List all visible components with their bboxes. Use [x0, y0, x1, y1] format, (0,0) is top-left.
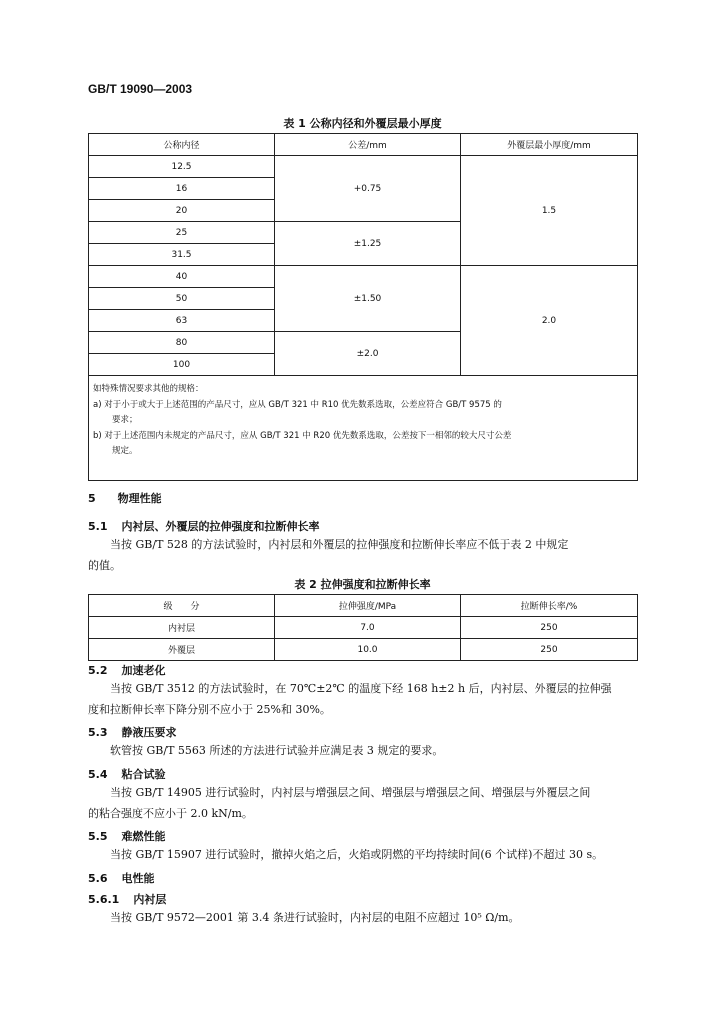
table2-cell: 7.0 — [275, 617, 461, 639]
section-5-1-heading — [88, 518, 320, 534]
section-title: 加速老化 — [121, 664, 166, 677]
tolerance-cell: +0.75 — [275, 156, 461, 222]
section-5-6-1-heading — [88, 891, 166, 907]
diameter-cell: 25 — [89, 222, 275, 244]
section-5-6-heading — [88, 870, 155, 886]
tolerance-cell: ±2.0 — [275, 332, 461, 376]
section-number: 5.6 — [88, 872, 108, 885]
section-5-4-heading — [88, 766, 166, 782]
diameter-cell: 50 — [89, 288, 275, 310]
diameter-cell: 20 — [89, 200, 275, 222]
section-5-heading — [88, 490, 162, 506]
diameter-cell: 63 — [89, 310, 275, 332]
standard-code: GB/T 19090—2003 — [88, 82, 193, 96]
section-title: 难燃性能 — [121, 830, 166, 843]
table2-title: 表 2 拉伸强度和拉断伸长率 — [294, 578, 431, 591]
table2-header-strength: 拉伸强度/MPa — [275, 595, 461, 617]
table1-header-thickness: 外覆层最小厚度/mm — [461, 134, 638, 156]
section-number: 5.5 — [88, 830, 108, 843]
tolerance-cell: ±1.25 — [275, 222, 461, 266]
thickness-cell: 2.0 — [461, 266, 638, 376]
note-b: b) 对于上述范围内未规定的产品尺寸，应从 GB/T 321 中 R20 优先数系选取，公差按下一相邻的较大尺寸公差 — [93, 430, 512, 441]
table2 — [88, 594, 638, 661]
section-5-1-text-2: 的值。 — [88, 559, 121, 572]
section-number: 5 — [88, 492, 96, 505]
table2-cell: 250 — [461, 617, 638, 639]
section-number: 5.4 — [88, 768, 108, 781]
section-5-2-text-1: 当按 GB/T 3512 的方法试验时，在 70℃±2℃ 的温度下经 168 h±2 h 后，内衬层、外覆层的拉伸强 — [110, 682, 612, 695]
section-title: 物理性能 — [117, 492, 162, 505]
note-intro: 如特殊情况要求其他的规格： — [93, 384, 204, 394]
section-number: 5.1 — [88, 520, 108, 533]
section-title: 内衬层、外覆层的拉伸强度和拉断伸长率 — [121, 520, 320, 533]
section-number: 5.6.1 — [88, 893, 120, 906]
section-5-5-text-1: 当按 GB/T 15907 进行试验时，撤掉火焰之后，火焰或阴燃的平均持续时间(6 个试样)不超过 30 s。 — [110, 848, 604, 861]
diameter-cell: 40 — [89, 266, 275, 288]
diameter-cell: 80 — [89, 332, 275, 354]
note-b-cont: 规定。 — [112, 446, 138, 456]
section-5-3-heading — [88, 724, 177, 740]
diameter-cell: 100 — [89, 354, 275, 376]
section-number: 5.2 — [88, 664, 108, 677]
section-5-1-text-1: 当按 GB/T 528 的方法试验时，内衬层和外覆层的拉伸强度和拉断伸长率应不低于表 2 中规定 — [110, 538, 569, 551]
section-5-3-text-1: 软管按 GB/T 5563 所述的方法进行试验并应满足表 3 规定的要求。 — [110, 744, 444, 757]
table1-header-tolerance: 公差/mm — [275, 134, 461, 156]
diameter-cell: 16 — [89, 178, 275, 200]
section-5-4-text-1: 当按 GB/T 14905 进行试验时，内衬层与增强层之间、增强层与增强层之间、增强层与外覆层之间 — [110, 786, 591, 799]
table2-cell: 10.0 — [275, 639, 461, 661]
table1-notes — [89, 376, 638, 481]
section-5-6-1-text-1: 当按 GB/T 9572—2001 第 3.4 条进行试验时，内衬层的电阻不应超过 10⁵ Ω/m。 — [110, 911, 520, 924]
section-title: 粘合试验 — [121, 768, 166, 781]
section-5-5-heading — [88, 828, 166, 844]
section-title: 电性能 — [121, 872, 155, 885]
table2-cell: 外覆层 — [89, 639, 275, 661]
table1-title: 表 1 公称内径和外覆层最小厚度 — [283, 117, 442, 130]
section-title: 内衬层 — [133, 893, 167, 906]
section-5-4-text-2: 的粘合强度不应小于 2.0 kN/m。 — [88, 807, 253, 820]
section-5-2-text-2: 度和拉断伸长率下降分别不应小于 25%和 30%。 — [88, 703, 331, 716]
tolerance-cell: ±1.50 — [275, 266, 461, 332]
table2-header-grade: 级 分 — [89, 595, 275, 617]
section-5-2-heading — [88, 662, 166, 678]
diameter-cell: 12.5 — [89, 156, 275, 178]
table2-cell: 内衬层 — [89, 617, 275, 639]
section-number: 5.3 — [88, 726, 108, 739]
note-a: a) 对于小于或大于上述范围的产品尺寸，应从 GB/T 321 中 R10 优先数系选取，公差应符合 GB/T 9575 的 — [93, 399, 502, 410]
table2-cell: 250 — [461, 639, 638, 661]
table1 — [88, 133, 638, 481]
note-a-cont: 要求； — [112, 415, 138, 425]
diameter-cell: 31.5 — [89, 244, 275, 266]
section-title: 静液压要求 — [121, 726, 177, 739]
table1-header-diameter: 公称内径 — [89, 134, 275, 156]
thickness-cell: 1.5 — [461, 156, 638, 266]
table2-header-elongation: 拉断伸长率/% — [461, 595, 638, 617]
